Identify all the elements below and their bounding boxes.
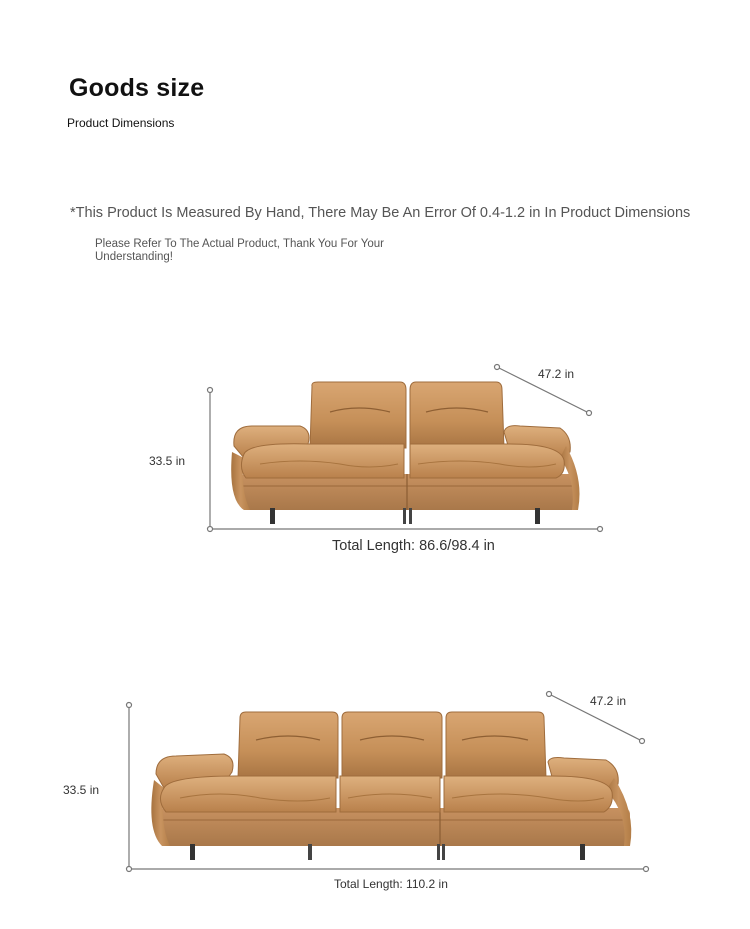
three-seat-depth-label: 47.2 in [590, 694, 627, 708]
two-seat-length-label: Total Length: 86.6/98.4 in [332, 538, 495, 554]
two-seat-height-label: 33.5 in [149, 454, 186, 468]
measurement-notice-followup: Please Refer To The Actual Product, Thank You For Your Understanding! [95, 238, 384, 263]
three-seat-height-label: 33.5 in [63, 783, 100, 797]
page-title: Goods size [69, 74, 205, 102]
two-seat-depth-label: 47.2 in [538, 367, 575, 381]
three-seat-length-label: Total Length: 110.2 in [334, 877, 448, 891]
three-seat-sofa-illustration [151, 712, 631, 860]
measurement-notice: *This Product Is Measured By Hand, There May Be An Error Of 0.4-1.2 in In Product Dimensions [70, 205, 691, 221]
two-seat-sofa-illustration [231, 382, 579, 524]
page-subtitle: Product Dimensions [67, 116, 175, 130]
